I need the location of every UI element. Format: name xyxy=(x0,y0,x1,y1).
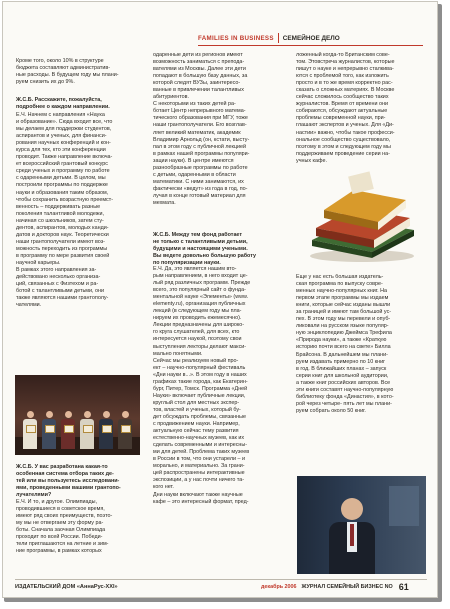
photo-person xyxy=(42,411,56,449)
photo-person xyxy=(61,411,75,449)
speaker-head xyxy=(341,498,363,520)
header-brand: FAMILIES IN BUSINESS xyxy=(198,34,274,42)
stacked-books-illustration xyxy=(297,170,425,266)
header-rule xyxy=(198,45,423,46)
col2-question-3: Ж.С.Б. Между тем фонд работает не только с талантливыми детьми, будущими и настоящими учеными. Вы ведете довольно большую работу по популяризации науки. xyxy=(153,232,256,267)
section-header xyxy=(198,32,423,44)
magazine-page xyxy=(2,1,438,598)
footer-magazine: ЖУРНАЛ СЕМЕЙНЫЙ БИЗНЕС NO xyxy=(301,584,393,590)
col2-paragraph-1: одаренные дети из регионов имеют возможность заниматься с препода- вателями из Москвы. Далее эти дети попадают в большую базу данных, за которой следят ВУЗы, заинтересо- ванные в привлечении талантливых абитуриентов. С некоторыми из таких детей ра- ботает Центр непрерывного матема- тического образования при МГУ, тоже наши грантополучатели. Его возглав- ляет великий математик, академик Владимир Арнольд (он, кстати, высту- пал в этом году с публичной лекцией в рамках нашей программы популяри- зации науки). В центре имеются разнообразные программы по работе с детьми, одаренными в области математики. С ними занимаются, их фактически «ведут» из года в год, по- лучая в конце готовый материал для мехмата. xyxy=(153,52,250,206)
photo-person xyxy=(80,411,94,449)
photo-person xyxy=(99,411,113,449)
col2-answer-3: Е.Ч. Да, это является нашим вто- рым направлением, в него входит це- лый ряд различных программ. Прежде всего, это популярный сайт о фунда- ментальной науке «Элементы» (www. elementy.ru), организация публичных лекций (в следующем году мы пла- нируем их проводить ежемесячно). Лекции предназначены для широко- го круга слушателей, для всех, кто интересуется наукой, поэтому свои выступления лекторы делают макси- мально понятными. Сейчас мы реализуем новый про- ект – научно-популярный фестиваль «Дни науки в...». В этом году в наших графиках такие города, как Екатерин- бург, Питер, Томск. Программа «Дней Науки» включает публичные лекции, круглый стол для местных экспер- тов, властей и ученых, который бу- дет обсуждать проблемы, связанные с продвижением науки. Например, актуальную сейчас тему развития естественно-научных музеев, как их сделать современными и интересны- ми для детей. Проблема таких музеев в России в том, что они устарели – и морально, и материально. За грани- цей распространены интерактивные экспозиции, а у нас почти ничего та- кого нет. Дни науки включают также научные кафе – это интересный формат, пред- xyxy=(153,266,251,505)
photo-person xyxy=(23,411,37,449)
open-page xyxy=(348,171,374,194)
award-ceremony-photo xyxy=(15,375,140,455)
col1-intro: Кроме того, около 10% в структуре бюджета составляют административ- ные расходы. В будущем году мы плани- руем снизить их до 9%. xyxy=(16,58,119,86)
col1-question-2: Ж.С.Б. У вас разработана какая-то особенная система отбора таких де- тей или вы пользуетесь исследовани- ями, проведенными вашими грантопо- лучателями? xyxy=(16,464,121,499)
lecture-photo xyxy=(297,476,426,574)
col1-answer-2: Е.Ч. И то, и другое. Олимпиады, проводившиеся в советское время, имеют ряд своих преимуществ, поэто- му мы не отвергаем эту форму ра- боты. Сначала заочная Олимпиада проходит по всей России. Победи- тели приглашаются на летние и зим- ние программы, в рамках которых xyxy=(16,499,113,555)
col3-paragraph-2: Еще у нас есть большая издатель- ская программа по выпуску совре- менных научно-популярных книг. На первом этапе программы мы издаем книги, которые сейчас изданы вышли за границей и имеют там большой ус- пех. В этом году мы перевели и опуб- ликовали на русском языке популяр- ную энциклопедию Джеймса Трефила «Природа науки», а также «Краткую историю почти всего на свете» Билла Брайсона. В дальнейшем мы плани- руем издавать примерно по 10 книг в год. В ближайших планах – запуск серии книг для школьной аудитории, а также книг российских авторов. Все эти книги составят научно-популярную библиотеку фонда «Династия», в кото- рой через четыре- пять лет мы плани- руем собрать около 50 книг. xyxy=(296,274,394,414)
background-window xyxy=(389,486,419,526)
footer-publisher: ИЗДАТЕЛЬСКИЙ ДОМ «АннаРус-XXI» xyxy=(15,584,118,590)
footer-month: декабрь 2006 xyxy=(261,584,297,590)
page-number: 61 xyxy=(398,582,409,592)
footer-rule xyxy=(15,579,427,580)
col1-question-1: Ж.С.Б. Расскажите, пожалуйста, подробнее о каждом направлении. xyxy=(16,97,110,111)
photo-person xyxy=(118,411,132,449)
footer-issue xyxy=(261,582,409,592)
header-separator xyxy=(278,33,279,43)
speaker-tie xyxy=(350,524,354,546)
col1-answer-1: Е.Ч. Начнем с направления «Наука и образование». Сюда входит все, что мы делаем для поддержки студентов, аспирантов и ученых, для финанси- рования научных конференций и кон- курса для тех, кто эти конференции проводит. Также направление включа- ет всероссийский грантовый конкурс среди ученых и программу по работе с одаренными детьми. В целом, мы построили программы по поддержке науки и образования таким образом, чтобы сохранить возрастную преемст- венность – поддерживать разные поколения талантливой молодежи, начиная со школьников, затем сту- дентов, аспирантов, молодых канди- датов и докторов наук. Теоретически наши грантополучатели имеют воз- можность переходить из программы в программу по мере развития своей научной карьеры. В рамках этого направления за- действовано несколько организа- ций, связанных с Физтехом и ра- ботой с талантливыми детьми, они также являются нашими грантополу- чателями. xyxy=(16,112,113,309)
col3-paragraph-1: ложенный когда-то Британским сове- том. Этовстреча журналистов, которые пишут о науке и непрерывно сталкива- ются с проблемой того, как изложить просто и в то же время корректно рас- сказать о сложных материях. В Москве сейчас сложилось сообщество таких журналистов. Время от времени они собираются, обсуждают актуальные проблемы современной науки, при- глашают экспертов и ученых. Для «Ди- настии» важно, чтобы такое професси- ональное сообщество существовало, поэтому в этом и следующем году мы поддерживаем проведение серии на- учных кафе. xyxy=(296,52,395,164)
header-section-title: СЕМЕЙНОЕ ДЕЛО xyxy=(282,34,340,42)
